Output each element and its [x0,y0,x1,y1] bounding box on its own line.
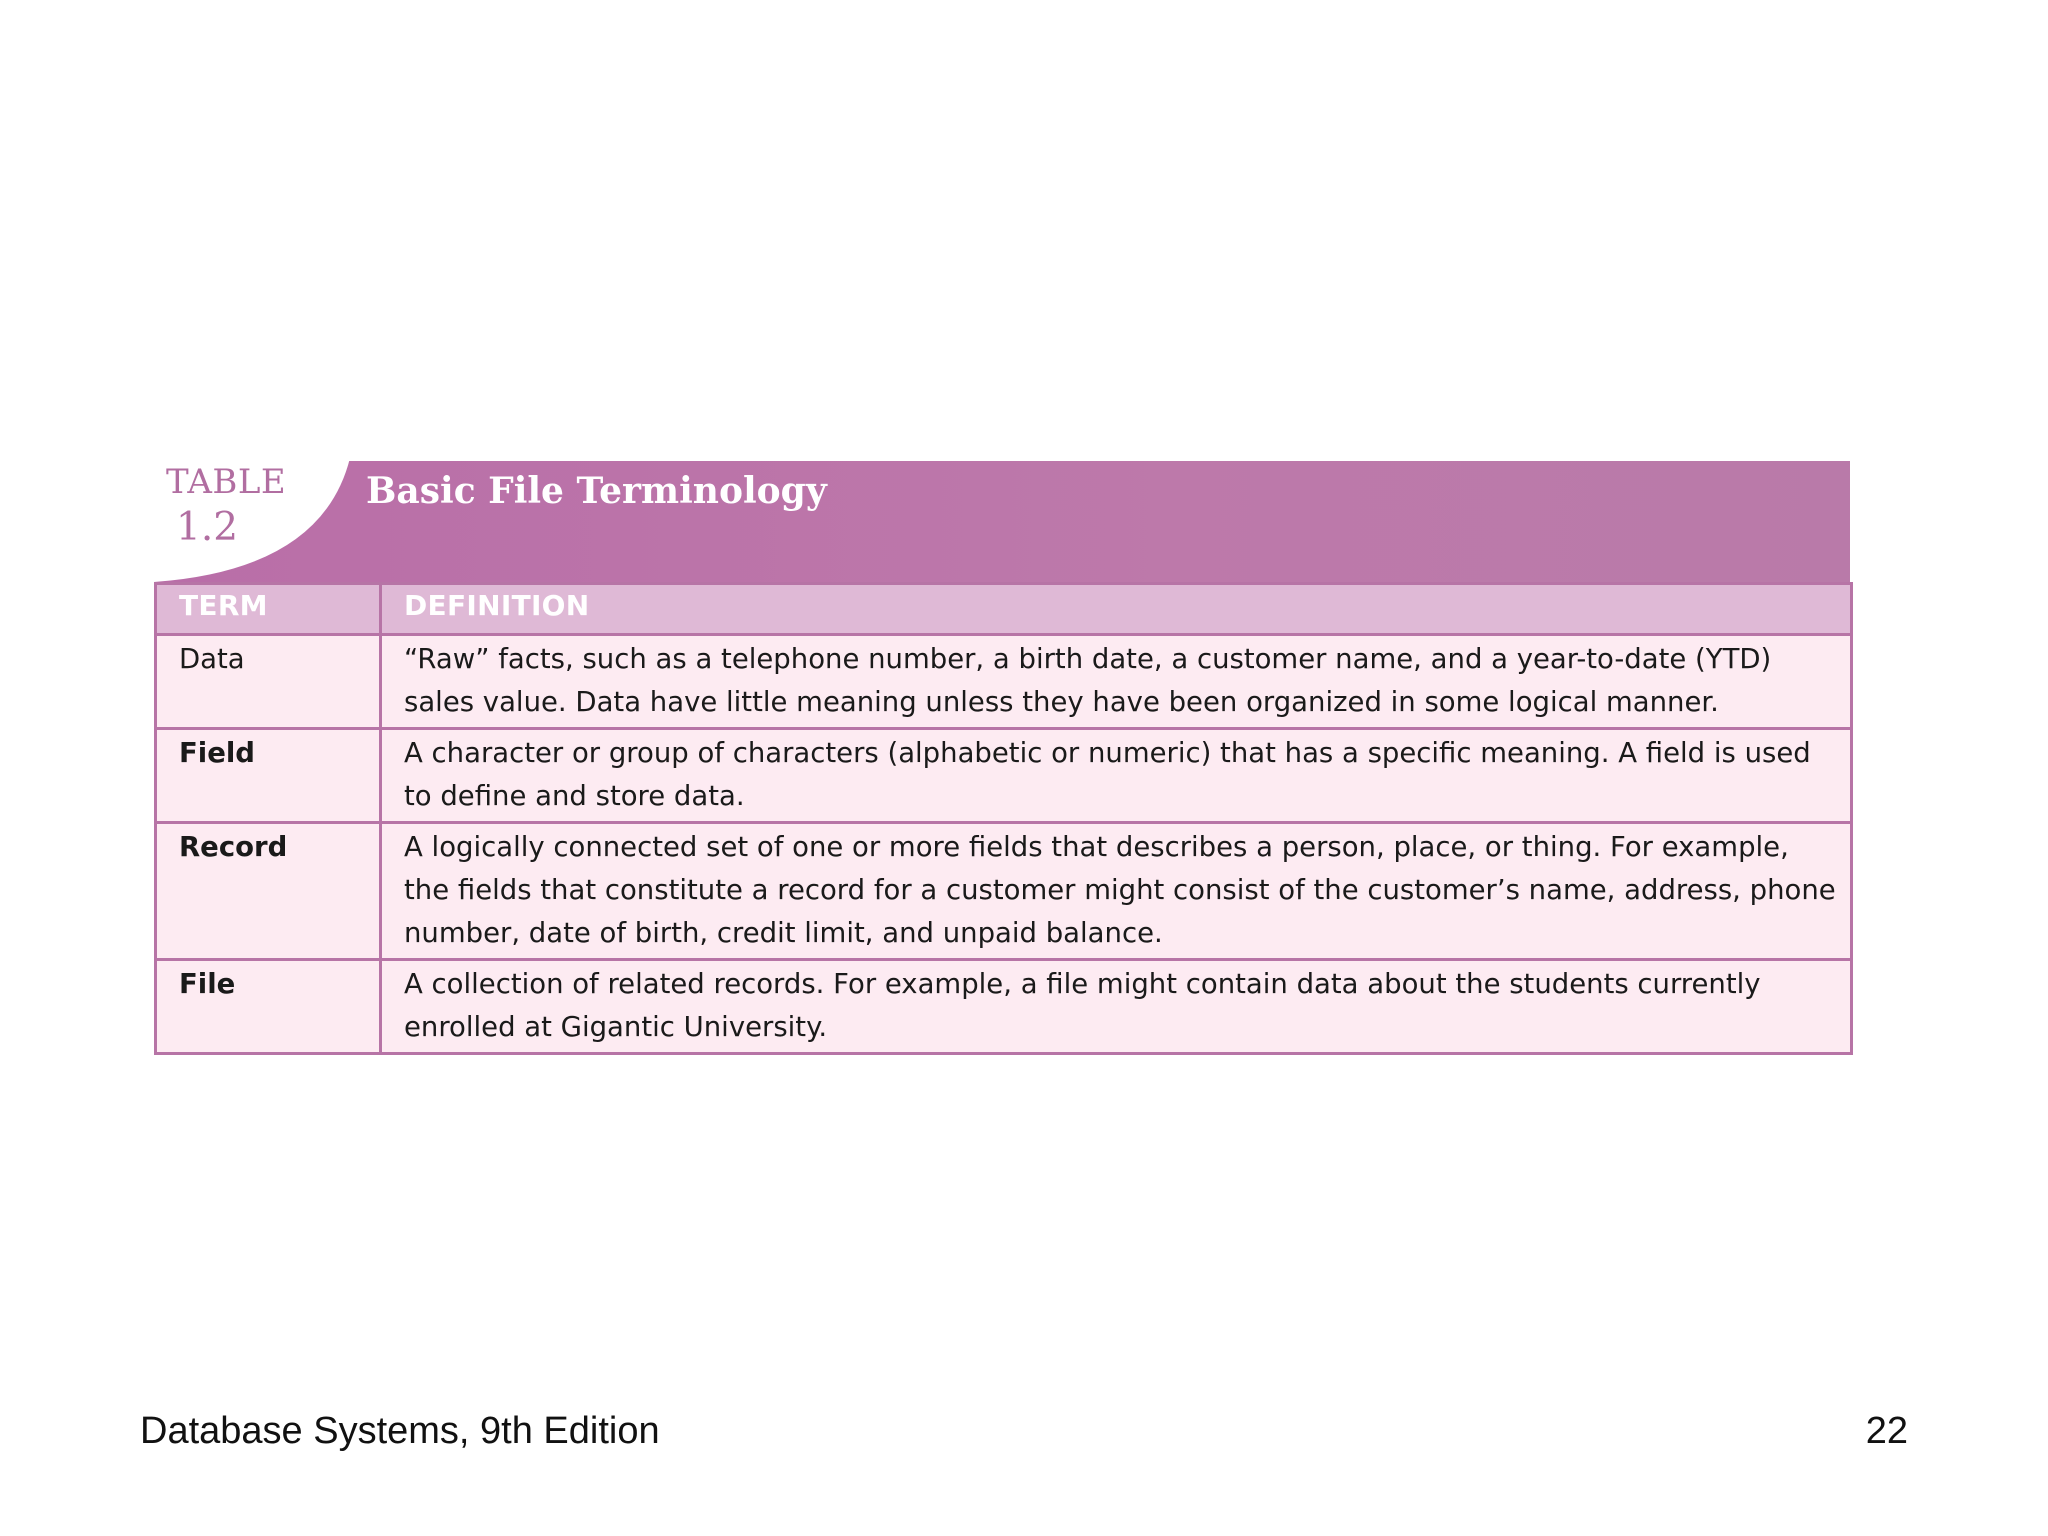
term-cell: Record [156,823,381,960]
table-title: Basic File Terminology [366,470,827,512]
definition-cell: A logically connected set of one or more fields that describes a person, place, or thing. For example, the fields that constitute a record for a customer might consist of the customer’s name, address, phone number, date of birth, credit limit, and unpaid balance. [381,823,1852,960]
table-row [156,729,1852,823]
table-row [156,960,1852,1054]
footer-page-number: 22 [1865,1410,1908,1452]
table-header-band [154,458,1850,582]
term-cell: File [156,960,381,1054]
footer-book-title: Database Systems, 9th Edition [140,1410,660,1452]
term-cell: Field [156,729,381,823]
table-number: 1.2 [176,505,239,550]
definition-cell: A collection of related records. For example, a file might contain data about the students currently enrolled at Gigantic University. [381,960,1852,1054]
definition-cell: A character or group of characters (alphabetic or numeric) that has a specific meaning. A field is used to define and store data. [381,729,1852,823]
table-header-row [156,584,1852,635]
table-row [156,635,1852,729]
term-cell: Data [156,635,381,729]
terminology-table [154,582,1853,1055]
table-label: TABLE [166,462,287,502]
column-header-term: TERM [156,584,381,635]
table-row [156,823,1852,960]
column-header-definition: DEFINITION [381,584,1852,635]
definition-cell: “Raw” facts, such as a telephone number, a birth date, a customer name, and a year-to-date (YTD) sales value. Data have little meaning unless they have been organized in some logical manner. [381,635,1852,729]
table-figure [154,458,1850,1055]
